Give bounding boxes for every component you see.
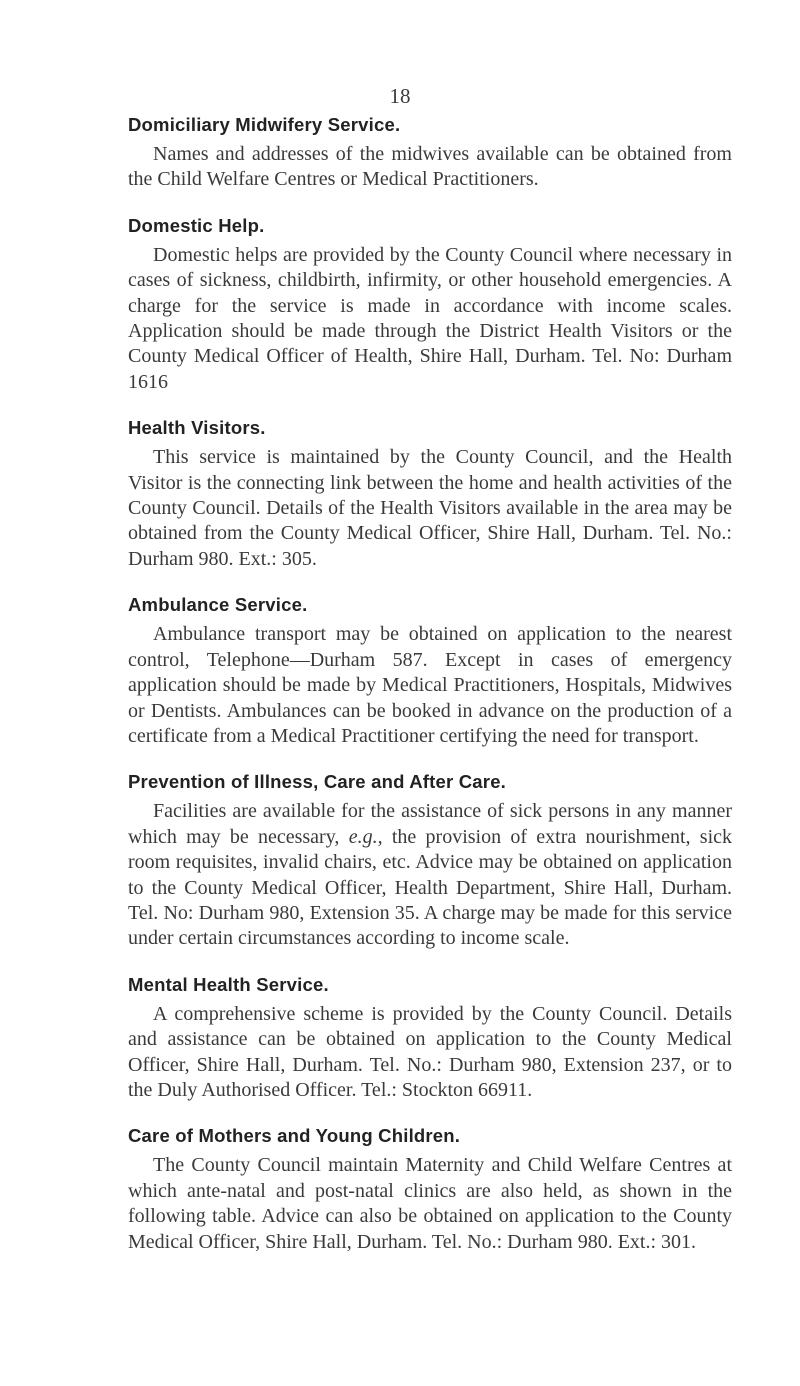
section-body: Ambulance transport may be obtained on application to the nearest control, Telephone—Durham 587. Except in cases of emergency application should be made by Medical Practitioners, Hospitals, Midwives or Dentists. Ambulances can be booked in advance on the production of a certificate from a Medical Practitioner certifying the need for transport. [128, 623, 732, 747]
section-body: The County Council maintain Maternity and Child Welfare Centres at which ante-natal and post-natal clinics are also held, as shown in the following table. Advice can also be obtained on application to the County Medical Officer, Shire Hall, Durham. Tel. No.: Durham 980. Ext.: 301. [128, 1154, 732, 1253]
section-heading: Mental Health Service. [128, 973, 329, 995]
section-body: This service is maintained by the County Council, and the Health Visitor is the connecting link between the home and health activities of the County Council. Details of the Health Visitors available in the area may be obtained from the County Medical Officer, Shire Hall, Durham. Tel. No.: Durham 980. Ext.: 305. [128, 446, 732, 570]
section-body: Names and addresses of the midwives available can be obtained from the Child Welfare Centres or Medical Practitioners. [128, 143, 732, 191]
section-prevention-of-illness [128, 771, 732, 951]
section-heading: Health Visitors. [128, 417, 266, 439]
section-body-emphasis: e.g., [348, 825, 383, 848]
section-heading: Prevention of Illness, Care and After Care. [128, 771, 507, 793]
section-body: Domestic helps are provided by the County Council where necessary in cases of sickness, childbirth, infirmity, or other household emergencies. A charge for the service is made in accordance with income scales. Application should be made through the District Health Visitors or the County Medical Officer of Health, Shire Hall, Durham. Tel. No: Durham 1616 [128, 243, 732, 393]
page-number: 18 [389, 84, 411, 108]
section-mothers-and-children [128, 1125, 732, 1255]
section-domiciliary-midwifery [128, 114, 732, 193]
section-body-part: Facilities are available for the assistance of sick persons in any manner which may be necessary, [128, 800, 732, 848]
section-health-visitors [128, 417, 732, 572]
section-body [128, 799, 732, 951]
section-ambulance-service [128, 594, 732, 749]
section-heading: Domestic Help. [128, 214, 265, 236]
section-mental-health [128, 974, 732, 1104]
section-body-part: the provision of extra nourishment, sick room requisites, invalid chairs, etc. Advice may be obtained on application to the County Medical Officer, Health Department, Shire Hall, Durham. Tel. No: Durham 980, Extension 35. A charge may be made for this service under certain circumstances according to income scale. [128, 825, 732, 950]
section-body: A comprehensive scheme is provided by the County Council. Details and assistance can be obtained on application to the County Medical Officer, Shire Hall, Durham. Tel. No.: Durham 980, Extension 237, or to the Duly Authorised Officer. Tel.: Stockton 66911. [128, 1002, 732, 1101]
section-heading: Domiciliary Midwifery Service. [128, 114, 401, 135]
section-heading: Ambulance Service. [128, 594, 308, 616]
section-heading: Care of Mothers and Young Children. [128, 1125, 461, 1147]
section-domestic-help [128, 215, 732, 395]
page-content [128, 114, 732, 1277]
